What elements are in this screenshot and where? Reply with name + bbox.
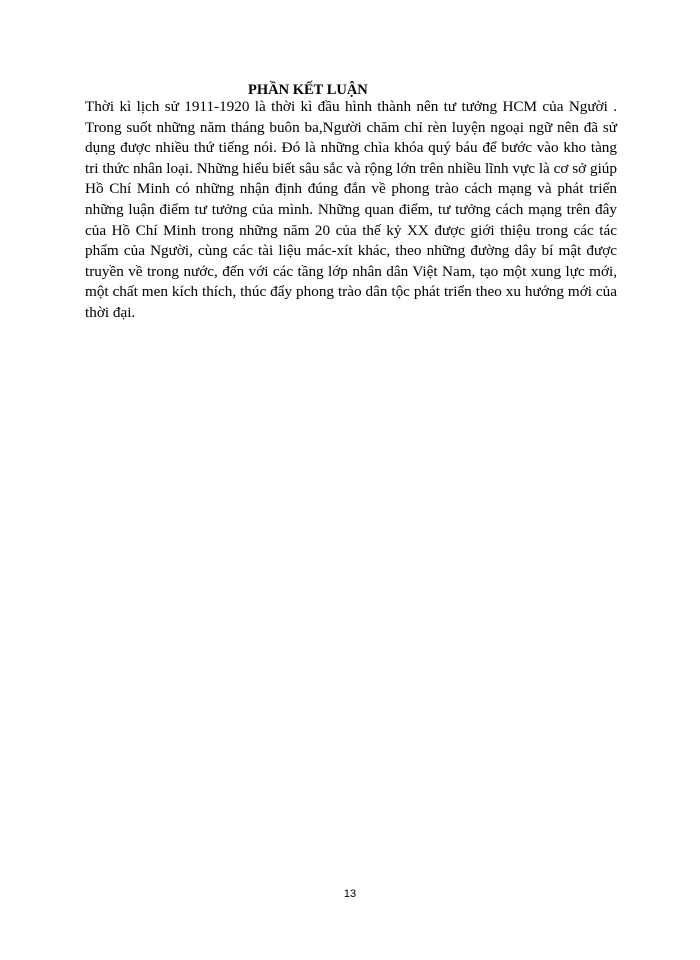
page-number: 13 — [343, 888, 357, 900]
section-heading: PHẦN KẾT LUẬN — [248, 82, 368, 98]
conclusion-paragraph: Thời kì lịch sử 1911-1920 là thời kì đầu hình thành nên tư tưởng HCM của Người . Trong suốt những năm tháng buôn ba,Người chăm chỉ rèn luyện ngoại ngữ nên đã sử dụng được nhiều thứ tiếng nói. Đó là những chìa khóa quý báu để bước vào kho tàng tri thức nhân loại. Những hiểu biết sâu sắc và rộng lớn trên nhiều lĩnh vực là cơ sở giúp Hồ Chí Minh có những nhận định đúng đắn về phong trào cách mạng và phát triển những luận điểm tư tưởng của mình. Những quan điểm, tư tưởng cách mạng trên đây của Hồ Chí Minh trong những năm 20 của thế kỷ XX được giới thiệu trong các tác phẩm của Người, cùng các tài liệu mác-xít khác, theo những đường dây bí mật được truyền về trong nước, đến với các tầng lớp nhân dân Việt Nam, tạo một xung lực mới, một chất men kích thích, thúc đẩy phong trào dân tộc phát triển theo xu hướng mới của thời đại. — [85, 98, 617, 321]
